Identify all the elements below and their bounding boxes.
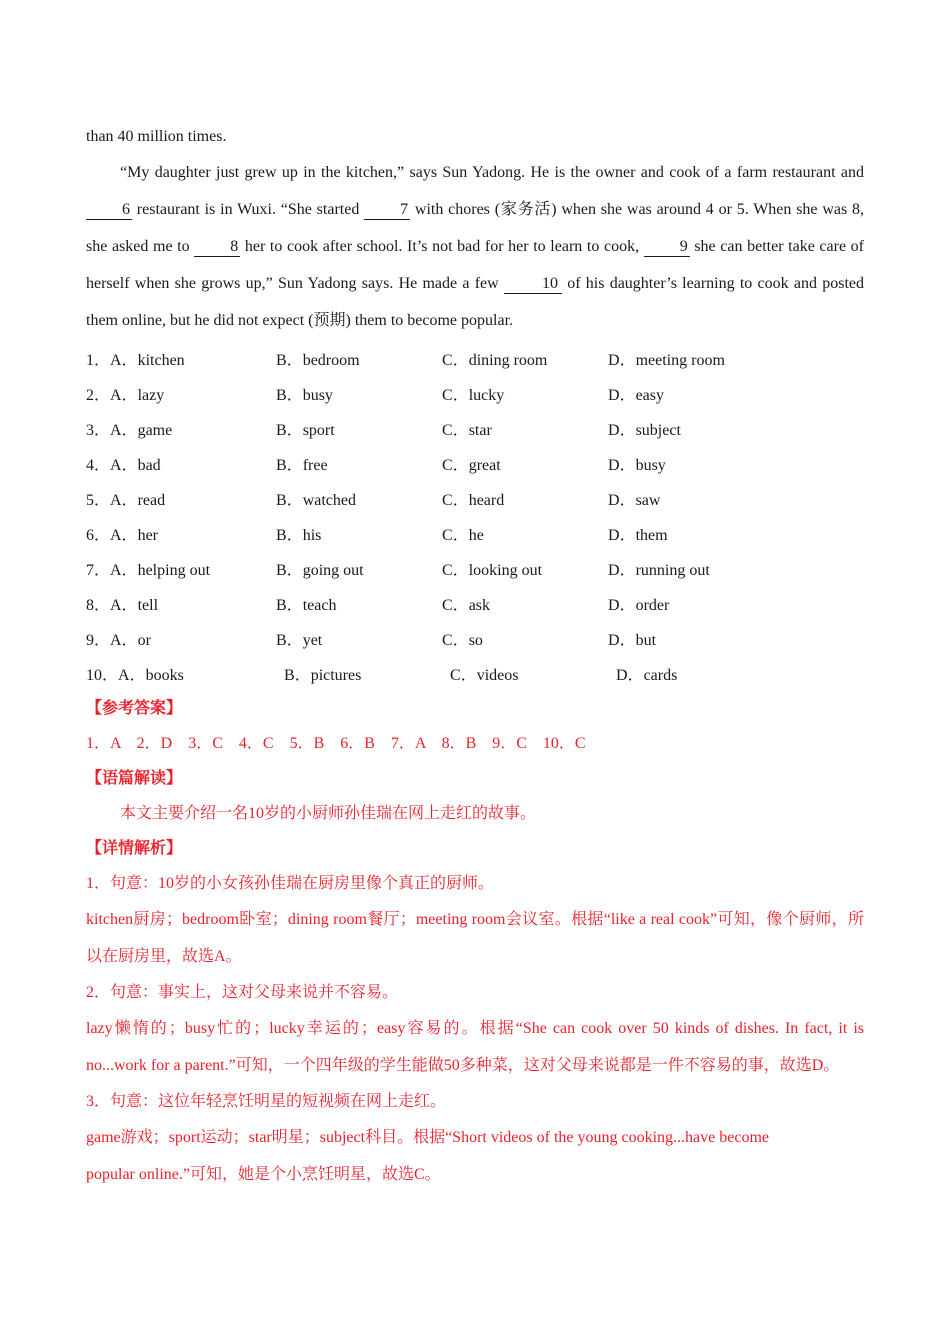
option-d: D．meeting room xyxy=(608,352,725,369)
question-number: 5． xyxy=(86,492,111,509)
option-a: A．kitchen xyxy=(110,352,185,369)
option-b: B．going out xyxy=(276,562,364,579)
question-number: 1． xyxy=(86,352,111,369)
question-row xyxy=(86,516,864,551)
analysis-q3-title: 3．句意：这位年轻烹饪明星的短视频在网上走红。 xyxy=(86,1093,447,1110)
passage-text: with chores (家务活) when she was around 4 or 5. When she was 8, she asked me to xyxy=(86,201,864,255)
question-number: 7． xyxy=(86,562,111,579)
analysis-q1-body: kitchen厨房；bedroom卧室；dining room餐厅；meeting room会议室。根据“like a real cook”可知，像个厨师，所以在厨房里，故选A。 xyxy=(86,911,864,965)
question-row xyxy=(86,656,864,691)
option-c: C．great xyxy=(442,457,501,474)
option-a: A．or xyxy=(110,632,151,649)
passage-text: her to cook after school. It’s not bad for her to learn to cook, xyxy=(240,238,644,255)
question-row xyxy=(86,551,864,586)
option-b: B．watched xyxy=(276,492,356,509)
option-a: A．books xyxy=(118,667,184,684)
option-a: A．lazy xyxy=(110,387,165,404)
option-d: D．subject xyxy=(608,422,681,439)
analysis-q2-title: 2．句意：事实上，这对父母来说并不容易。 xyxy=(86,984,399,1001)
option-a: A．bad xyxy=(110,457,161,474)
question-number: 9． xyxy=(86,632,111,649)
question-list xyxy=(86,341,864,691)
question-number: 8． xyxy=(86,597,111,614)
option-d: D．order xyxy=(608,597,670,614)
option-c: C．lucky xyxy=(442,387,505,404)
question-row xyxy=(86,586,864,621)
option-b: B．bedroom xyxy=(276,352,360,369)
option-c: C．heard xyxy=(442,492,505,509)
question-row xyxy=(86,481,864,516)
blank-8: 8 xyxy=(194,238,240,257)
analysis-q3-body-line2: popular online.”可知，她是个小烹饪明星，故选C。 xyxy=(86,1166,441,1183)
option-b: B．pictures xyxy=(284,667,362,684)
option-c: C．star xyxy=(442,422,492,439)
question-number: 10． xyxy=(86,667,119,684)
question-number: 4． xyxy=(86,457,111,474)
option-b: B．busy xyxy=(276,387,333,404)
question-row xyxy=(86,446,864,481)
option-b: B．free xyxy=(276,457,328,474)
option-b: B．sport xyxy=(276,422,335,439)
option-c: C．he xyxy=(442,527,484,544)
analysis-heading: 【详情解析】 xyxy=(86,840,183,857)
question-row xyxy=(86,621,864,656)
analysis-q1-title: 1．句意：10岁的小女孩孙佳瑞在厨房里像个真正的厨师。 xyxy=(86,875,495,892)
option-a: A．her xyxy=(110,527,159,544)
option-d: D．but xyxy=(608,632,657,649)
analysis-q2-body: lazy懒惰的；busy忙的；lucky幸运的；easy容易的。根据“She can cook over 50 kinds of dishes. In fact, it is no...work for a parent.”可知，一个四年级的学生能做50多种菜，这对父母来说都是一件不容易的事，故选D。 xyxy=(86,1020,864,1074)
option-c: C．dining room xyxy=(442,352,548,369)
option-d: D．saw xyxy=(608,492,661,509)
option-d: D．cards xyxy=(616,667,678,684)
option-c: C．looking out xyxy=(442,562,543,579)
option-a: A．game xyxy=(110,422,173,439)
question-number: 2． xyxy=(86,387,111,404)
analysis-q3-body-line1: game游戏；sport运动；star明星；subject科目。根据“Short videos of the young cooking...have become xyxy=(86,1129,769,1146)
document-page xyxy=(86,120,864,1193)
blank-9: 9 xyxy=(644,238,690,257)
option-b: B．his xyxy=(276,527,322,544)
question-row xyxy=(86,341,864,376)
blank-6: 6 xyxy=(86,201,132,220)
option-d: D．running out xyxy=(608,562,710,579)
passage-text: “My daughter just grew up in the kitchen,” says Sun Yadong. He is the owner and cook of a farm restaurant and xyxy=(120,164,864,181)
answers-heading: 【参考答案】 xyxy=(86,700,183,717)
option-c: C．so xyxy=(442,632,483,649)
question-number: 3． xyxy=(86,422,111,439)
passage-text: she can better take care of herself when she grows up,” Sun Yadong says. He made a few xyxy=(86,238,865,292)
blank-10: 10 xyxy=(504,275,562,294)
option-b: B．teach xyxy=(276,597,337,614)
option-c: C．ask xyxy=(442,597,491,614)
passage-line-continued: than 40 million times. xyxy=(86,128,227,145)
reading-text: 本文主要介绍一名10岁的小厨师孙佳瑞在网上走红的故事。 xyxy=(120,805,537,822)
option-d: D．easy xyxy=(608,387,665,404)
option-a: A．helping out xyxy=(110,562,211,579)
question-row xyxy=(86,376,864,411)
reading-heading: 【语篇解读】 xyxy=(86,770,183,787)
option-c: C．videos xyxy=(450,667,519,684)
option-d: D．them xyxy=(608,527,668,544)
option-b: B．yet xyxy=(276,632,323,649)
question-row xyxy=(86,411,864,446)
option-d: D．busy xyxy=(608,457,666,474)
analysis-q3-body xyxy=(86,1119,864,1193)
passage-text: restaurant is in Wuxi. “She started xyxy=(132,201,365,218)
passage-paragraph xyxy=(86,154,864,339)
blank-7: 7 xyxy=(364,201,410,220)
option-a: A．read xyxy=(110,492,166,509)
answers-text: 1．A 2．D 3．C 4．C 5．B 6．B 7．A 8．B 9．C 10．C xyxy=(86,735,586,752)
question-number: 6． xyxy=(86,527,111,544)
passage-text: of his daughter’s learning to cook and posted them online, but he did not expect (预期) them to become popular. xyxy=(86,275,865,329)
option-a: A．tell xyxy=(110,597,159,614)
